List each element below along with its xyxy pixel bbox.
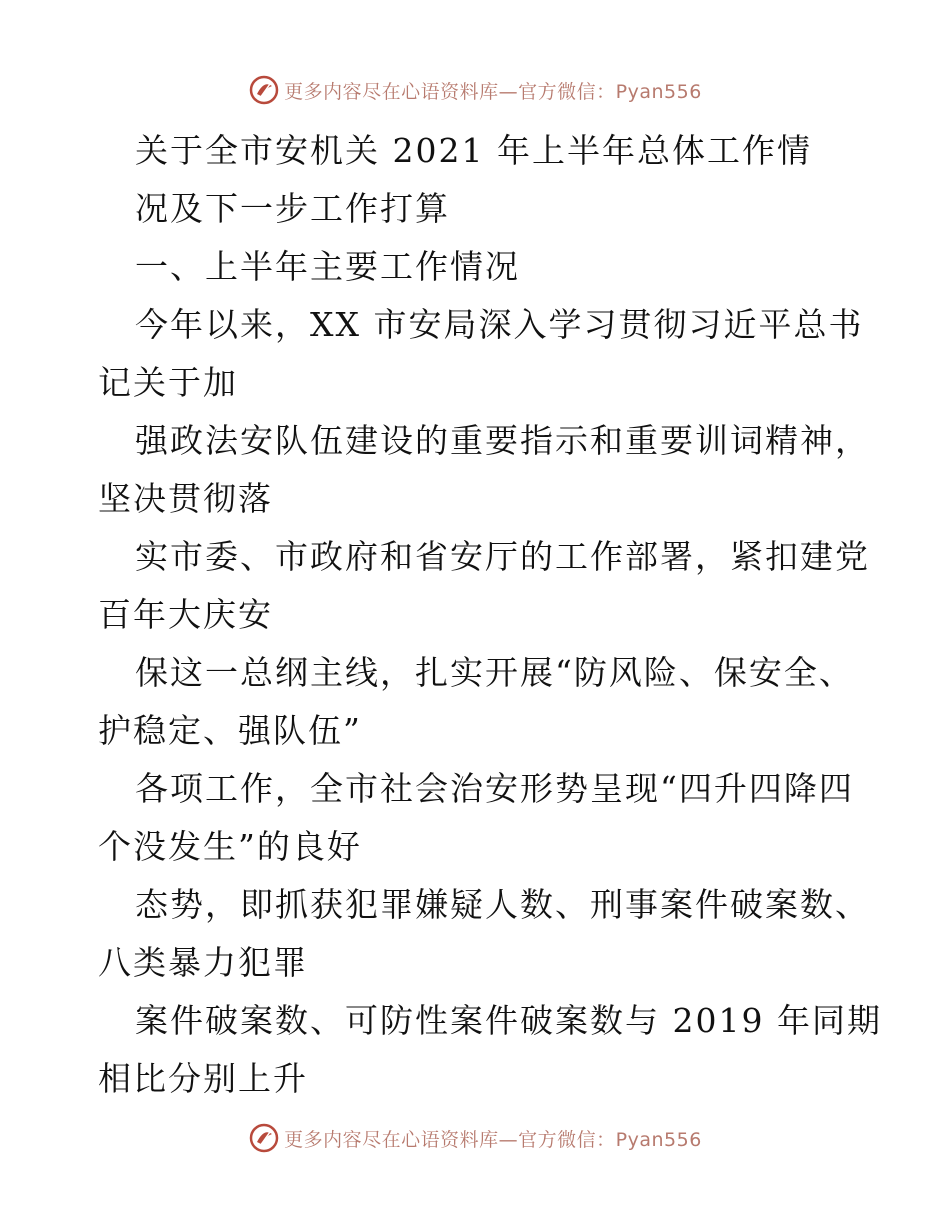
paragraph-line: 实市委、市政府和省安厅的工作部署，紧扣建党 xyxy=(135,537,870,576)
paragraph-line: 百年大庆安 xyxy=(98,595,273,634)
watermark-logo-icon xyxy=(248,1122,280,1154)
paragraph-line: 今年以来，XX 市安局深入学习贯彻习近平总书 xyxy=(135,305,864,344)
paragraph-line: 案件破案数、可防性案件破案数与 2019 年同期 xyxy=(135,1001,882,1040)
paragraph-line: 强政法安队伍建设的重要指示和重要训词精神， xyxy=(135,421,870,460)
footer-watermark xyxy=(0,1118,950,1158)
paragraph-line: 记关于加 xyxy=(98,363,238,402)
header-watermark-text: 更多内容尽在心语资料库—官方微信：Pyan556 xyxy=(284,80,702,103)
doc-title-line-2: 况及下一步工作打算 xyxy=(135,189,450,228)
doc-title-line-1: 关于全市安机关 2021 年上半年总体工作情 xyxy=(135,131,812,170)
paragraph-line: 坚决贯彻落 xyxy=(98,479,273,518)
header-watermark xyxy=(0,70,950,110)
paragraph-line: 各项工作，全市社会治安形势呈现“四升四降四 xyxy=(135,769,854,808)
paragraph-line: 相比分别上升 xyxy=(98,1059,308,1098)
paragraph-line: 态势，即抓获犯罪嫌疑人数、刑事案件破案数、 xyxy=(135,885,870,924)
paragraph-line: 护稳定、强队伍” xyxy=(98,711,362,750)
section-heading: 一、上半年主要工作情况 xyxy=(135,247,520,286)
footer-watermark-text: 更多内容尽在心语资料库—官方微信：Pyan556 xyxy=(284,1128,702,1151)
watermark-logo-icon xyxy=(248,74,280,106)
paragraph-line: 保这一总纲主线，扎实开展“防风险、保安全、 xyxy=(135,653,854,692)
document-body xyxy=(98,122,882,1108)
paragraph-line: 个没发生”的良好 xyxy=(98,827,362,866)
paragraph-line: 八类暴力犯罪 xyxy=(98,943,308,982)
